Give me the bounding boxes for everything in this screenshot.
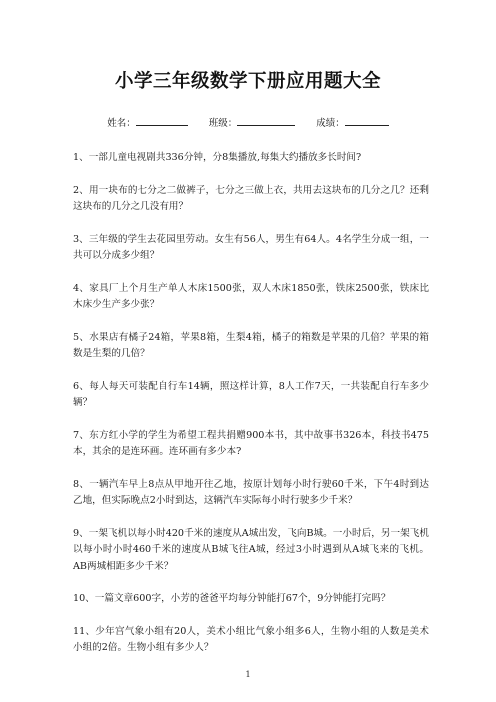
score-field (316, 115, 389, 129)
question-item: 1、一部儿童电视剧共336分钟，分8集播放,每集大约播放多长时间? (73, 152, 362, 163)
document-title: 小学三年级数学下册应用题大全 (114, 71, 381, 92)
student-info-line (0, 115, 496, 129)
question-list (73, 150, 429, 673)
question-item: 3、三年级的学生去花园里劳动。女生有56人，男生有64人。4名学生分成一组，一共可以分成多少组？ (73, 233, 429, 261)
score-label: 成绩： (316, 118, 345, 129)
question-item: 5、水果店有橘子24箱，苹果8箱，生梨4箱，橘子的箱数是苹果的几倍？苹果的箱数是生梨的几倍？ (73, 331, 429, 359)
question-item: 4、家具厂上个月生产单人木床1500张，双人木床1850张，铁床2500张，铁床比木床少生产多少张？ (73, 282, 429, 310)
question-item: 7、东方红小学的学生为希望工程共捐赠900本书，其中故事书326本，科技书475本，其余的是连环画。连环画有多少本? (73, 429, 429, 457)
question-item: 10、一篇文章600字，小芳的爸爸平均每分钟能打67个，9分钟能打完吗？ (73, 593, 391, 604)
question-item: 9、一架飞机以每小时420千米的速度从A城出发，飞向B城。一小时后，另一架飞机以每小时小时460千米的速度从B城飞往A城，经过3小时遇到从A城飞来的飞机。AB两城相距多少千米？ (73, 527, 429, 572)
name-field (107, 115, 188, 129)
question-item: 6、每人每天可装配自行车14辆，照这样计算，8人工作7天，一共装配自行车多少辆？ (73, 380, 429, 408)
score-blank-line (345, 116, 389, 126)
class-field (209, 115, 296, 129)
page-number: 1 (245, 670, 251, 679)
name-label: 姓名： (107, 118, 136, 129)
question-item: 11、少年宫气象小组有20人，美术小组比气象小组多6人，生物小组的人数是美术小组的2倍。生物小组有多少人？ (73, 625, 429, 653)
class-label: 班级： (208, 118, 238, 129)
question-item: 2、用一块布的七分之二做裤子，七分之三做上衣，共用去这块布的几分之几？还剩这块布的几分之几没有用？ (73, 184, 429, 212)
question-item: 8、一辆汽车早上8点从甲地开往乙地，按原计划每小时行驶60千米，下午4时到达乙地，但实际晚点2小时到达，这辆汽车实际每小时行驶多少千米？ (73, 478, 429, 506)
name-blank-line (136, 116, 188, 126)
class-blank-line (237, 116, 295, 126)
